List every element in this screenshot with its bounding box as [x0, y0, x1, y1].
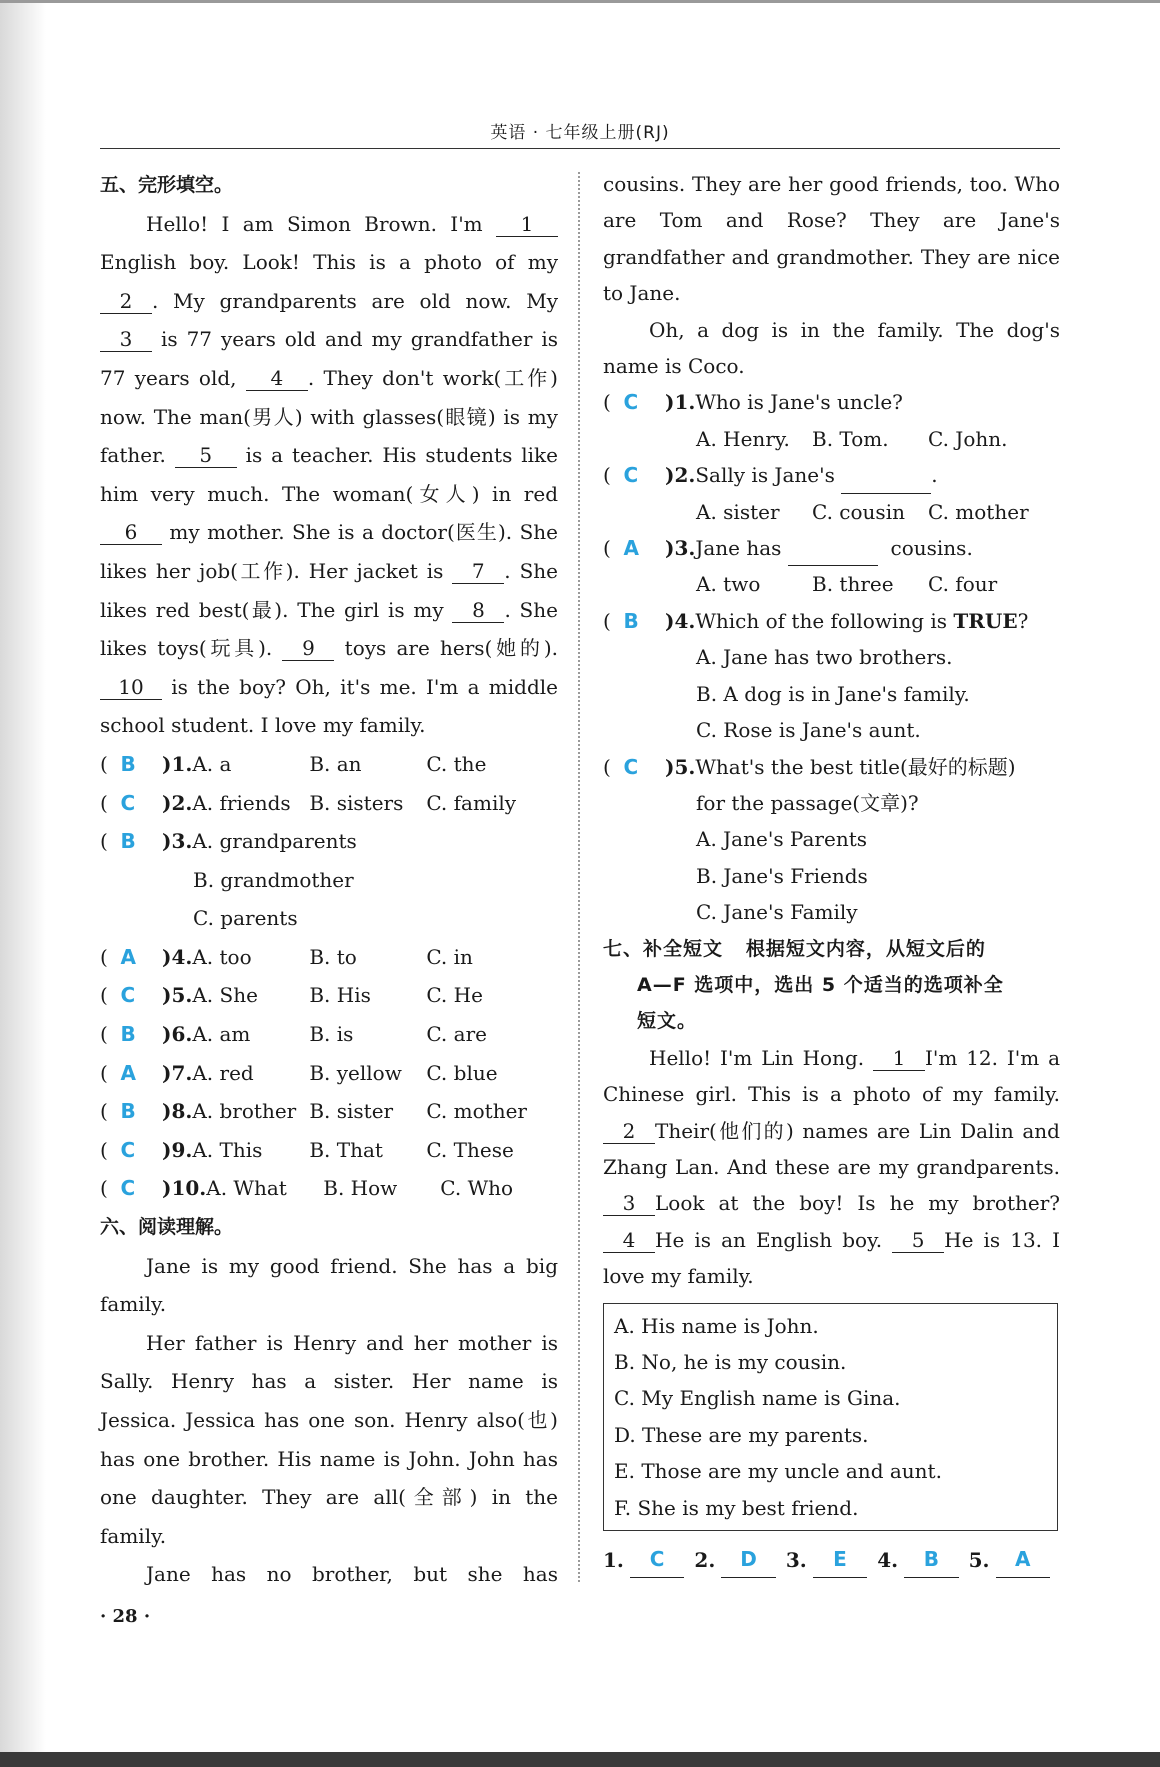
section7-title: 七、补全短文 根据短文内容，从短文后的 A—F 选项中，选出 5 个适当的选项补全 短文。 — [603, 937, 1004, 1033]
s5-question-3: ( B )3. A. grandparents — [100, 829, 357, 854]
s7-answer-4: B — [904, 1541, 959, 1578]
blank-5: 5 — [175, 443, 237, 468]
s7-option-e: E. Those are my uncle and aunt. — [614, 1459, 942, 1484]
page-top-edge — [0, 0, 1160, 3]
section6-paragraph-1: Jane is my good friend. She has a big family. — [100, 1253, 558, 1317]
s7-answer-3: E — [813, 1541, 868, 1578]
section6-title: 六、阅读理解。 — [100, 1216, 234, 1239]
page-left-shadow — [0, 3, 46, 1753]
s6-question-5-option-c: C. Jane's Family — [696, 900, 858, 925]
section7-answer-row: 1. C 2. D 3. E 4. B 5. A — [603, 1541, 1060, 1578]
page-header: 英语 · 七年级上册(RJ) — [490, 123, 670, 143]
s6-question-2: ( C )2. Sally is Jane's . — [603, 457, 1060, 493]
s5-question-7: ( A )7. A. red B. yellow C. blue — [100, 1060, 498, 1085]
s7-option-d: D. These are my parents. — [614, 1422, 869, 1447]
s6-q3-blank — [788, 530, 878, 566]
s7-answer-5: A — [996, 1541, 1051, 1578]
page-bottom-edge — [0, 1752, 1160, 1767]
column-divider — [578, 172, 580, 1582]
s6-question-5-option-a: A. Jane's Parents — [696, 827, 867, 852]
s6-question-4-option-a: A. Jane has two brothers. — [696, 645, 953, 670]
s6-question-3-options: A. two B. three C. four — [696, 572, 998, 597]
s5-question-5: ( C )5. A. She B. His C. He — [100, 983, 483, 1008]
section5-passage: Hello! I am Simon Brown. I'm 1 English boy. Look! This is a photo of my 2 . My grandparents are old now. My 3 is 77 years old and my grandfather is 77 years old, 4 . They don't work(工作) now. The man(男人) with glasses(眼镜) is my father. 5 is a teacher. His students like him very much. The woman(女人) in red 6 my mother. She is a doctor(医生). She likes her job(工作). Her jacket is 7 . She likes red best(最). The girl is my 8 . She likes toys(玩具). 9 toys are hers(她的). 10 is the boy? Oh, it's me. I'm a middle school student. I love my family. — [100, 211, 558, 738]
s6-question-3: ( A )3. Jane has cousins. — [603, 530, 1060, 566]
blank-2: 2 — [100, 289, 152, 314]
s6-question-5-text-2: for the passage(文章)? — [696, 790, 919, 815]
left-column — [100, 166, 558, 1594]
s7-answer-2: D — [721, 1541, 776, 1578]
s5-question-4: ( A )4. A. too B. to C. in — [100, 944, 473, 969]
s7-option-f: F. She is my best friend. — [614, 1495, 859, 1520]
page-number: · 28 · — [100, 1606, 151, 1627]
s6-question-4: ( B )4. Which of the following is TRUE ? — [603, 608, 1029, 633]
header-rule — [100, 148, 1060, 149]
s7-option-b: B. No, he is my cousin. — [614, 1350, 847, 1374]
s5-question-1: ( B )1. A. a B. an C. the — [100, 751, 487, 776]
s6-question-5: ( C )5. What's the best title(最好的标题) — [603, 754, 1016, 779]
blank-6: 6 — [100, 520, 162, 545]
section5-title: 五、完形填空。 — [100, 174, 234, 196]
s7-blank-3: 3 — [603, 1191, 655, 1216]
s5-question-9: ( C )9. A. This B. That C. These — [100, 1137, 514, 1162]
s5-question-10: ( C )10. A. What B. How C. Who — [100, 1176, 514, 1201]
s5-question-8: ( B )8. A. brother B. sister C. mother — [100, 1099, 527, 1124]
s7-blank-1: 1 — [873, 1046, 925, 1071]
blank-4: 4 — [246, 366, 308, 391]
s5-question-3-option-b: B. grandmother — [193, 867, 354, 892]
s6-q2-blank — [841, 457, 931, 493]
blank-7: 7 — [452, 559, 504, 584]
s6-question-1: ( C )1. Who is Jane's uncle? — [603, 390, 903, 415]
s6-question-5-option-b: B. Jane's Friends — [696, 863, 868, 888]
section7-passage: Hello! I'm Lin Hong. 1 I'm 12. I'm a Chinese girl. This is a photo of my family. 2 Their(他们的) names are Lin Dalin and Zhang Lan. And these are my grandparents. 3 Look at the boy! Is he my brother? 4 He is an English boy. 5 He is 13. I love my family. — [603, 1045, 1061, 1289]
blank-8: 8 — [452, 598, 504, 623]
s5-question-6: ( B )6. A. am B. is C. are — [100, 1022, 487, 1047]
s6-question-4-option-b: B. A dog is in Jane's family. — [696, 681, 970, 706]
section6-paragraph-3-end: cousins. They are her good friends, too. Who are Tom and Rose? They are Jane's grandfather and grandmother. They are nice to Jane. — [603, 172, 1060, 306]
blank-9: 9 — [282, 636, 334, 661]
section6-paragraph-3-start: Jane has no brother, but she has — [146, 1562, 558, 1587]
s7-answer-1: C — [630, 1541, 685, 1578]
s6-question-4-option-c: C. Rose is Jane's aunt. — [696, 718, 921, 743]
s5-question-2: ( C )2. A. friends B. sisters C. family — [100, 790, 517, 815]
blank-3: 3 — [100, 327, 152, 352]
s7-blank-5: 5 — [892, 1228, 944, 1253]
blank-1: 1 — [496, 212, 558, 237]
s7-option-a: A. His name is John. — [614, 1313, 819, 1338]
s7-blank-2: 2 — [603, 1119, 655, 1144]
section6-paragraph-2: Her father is Henry and her mother is Sally. Henry has a sister. Her name is Jessica. Jessica has one son. Henry also(也) has one brother. His name is John. John has one daughter. They are all(全部) in the family. — [100, 1330, 558, 1548]
section7-options-box — [603, 1303, 1058, 1531]
s7-blank-4: 4 — [603, 1228, 655, 1253]
s7-option-c: C. My English name is Gina. — [614, 1386, 901, 1411]
right-column — [603, 166, 1060, 1578]
s5-question-3-option-c: C. parents — [193, 906, 298, 931]
s6-question-2-options: A. sister C. cousin C. mother — [696, 499, 1029, 524]
section6-paragraph-4: Oh, a dog is in the family. The dog's name is Coco. — [603, 317, 1060, 379]
blank-10: 10 — [100, 675, 162, 700]
s6-question-1-options: A. Henry. B. Tom. C. John. — [696, 426, 1008, 451]
